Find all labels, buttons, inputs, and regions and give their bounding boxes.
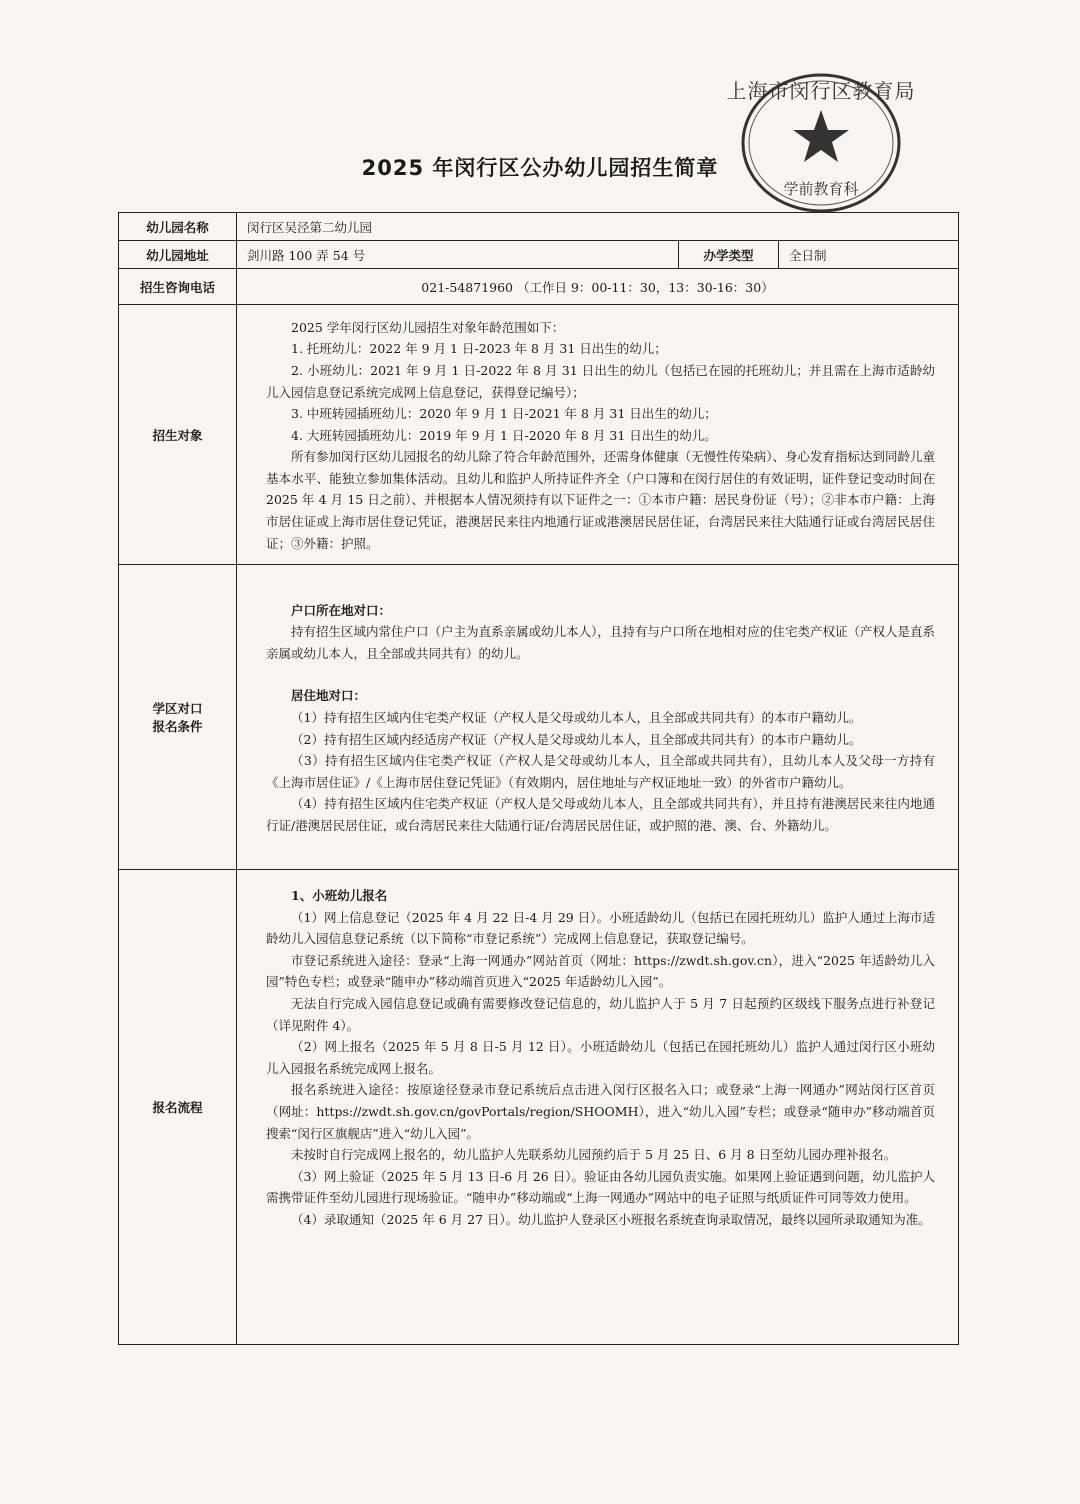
value-kindergarten-name: 闵行区吴泾第二幼儿园 [237, 213, 959, 241]
process-para: （1）网上信息登记（2025 年 4 月 22 日-4 月 29 日）。小班适龄幼儿（包括已在园托班幼儿）监护人通过上海市适龄幼儿入园信息登记系统（以下简称“市登记系统”）完成网上信息登记，获取登记编号。 [266, 909, 936, 947]
targets-para: 4. 大班转园插班幼儿：2019 年 9 月 1 日-2020 年 8 月 31 日出生的幼儿。 [291, 427, 717, 443]
district-item: （3）持有招生区域内住宅类产权证（产权人是父母或幼儿本人，且全部或共同共有），且幼儿本人及父母一方持有《上海市居住证》/《上海市居住登记凭证》（有效期内，居住地址与产权证地址一致）的外省市户籍幼儿。 [266, 753, 936, 790]
targets-para: 1. 托班幼儿：2022 年 9 月 1 日-2023 年 8 月 31 日出生的幼儿； [291, 341, 667, 357]
targets-para: 2. 小班幼儿：2021 年 9 月 1 日-2022 年 8 月 31 日出生的幼儿（包括已在园的托班幼儿；并且需在上海市适龄幼儿入园信息登记系统完成网上信息登记，获得登记编号）； [266, 362, 936, 400]
row-district-conditions [119, 565, 959, 870]
content-enrollment-targets [237, 305, 959, 565]
row-kindergarten-name [119, 213, 959, 241]
label-district-conditions [119, 565, 237, 870]
section-heading: 居住地对口： [291, 688, 367, 704]
section-heading: 1、小班幼儿报名 [291, 888, 388, 903]
process-para: （3）网上验证（2025 年 5 月 13 日-6 月 26 日）。验证由各幼儿园负责实施。如果网上验证遇到问题，幼儿监护人需携带证件至幼儿园进行现场验证。“随申办”移动端或“上海一网通办”网站中的电子证照与纸质证件可同等效力使用。 [266, 1168, 936, 1206]
process-para: 无法自行完成入园信息登记或确有需要修改登记信息的，幼儿监护人于 5 月 7 日起预约区级线下服务点进行补登记（详见附件 4）。 [266, 995, 936, 1033]
content-district-conditions [237, 565, 959, 870]
targets-para: 3. 中班转园插班幼儿：2020 年 9 月 1 日-2021 年 8 月 31 日出生的幼儿； [291, 406, 717, 422]
district-item: （4）持有招生区域内住宅类产权证（产权人是父母或幼儿本人，且全部或共同共有），并且持有港澳居民来往内地通行证/港澳居民居住证，或台湾居民来往大陆通行证/台湾居民居住证，或护照的港、澳、台、外籍幼儿。 [266, 796, 936, 833]
document-title: 2025 年闵行区公办幼儿园招生简章 [361, 156, 719, 180]
label-line-1: 学区对口 [152, 701, 203, 716]
process-para: 报名系统进入途径：按原途径登录市登记系统后点击进入闵行区报名入口；或登录“上海一网通办”网站闵行区首页（网址：https://zwdt.sh.gov.cn/govPortals/region/SHOOMH），进入“幼儿入园”专栏；或登录“随申办”移动端首页搜索“闵行区旗舰店”进入“幼儿入园”。 [266, 1082, 936, 1141]
star-icon [793, 110, 849, 162]
value-school-type: 全日制 [779, 241, 959, 269]
content-registration-process [237, 870, 959, 1345]
district-item: （1）持有招生区域内住宅类产权证（产权人是父母或幼儿本人，且全部或共同共有）的本市户籍幼儿。 [291, 709, 862, 725]
value-kindergarten-address: 剑川路 100 弄 54 号 [237, 241, 679, 269]
targets-para: 2025 学年闵行区幼儿园招生对象年龄范围如下： [291, 319, 565, 335]
district-item: （2）持有招生区域内经适房产权证（产权人是父母或幼儿本人，且全部或共同共有）的本市户籍幼儿。 [291, 731, 862, 747]
svg-text:学前教育科: 学前教育科 [783, 180, 859, 198]
row-registration-process [119, 870, 959, 1345]
targets-para: 所有参加闵行区幼儿园报名的幼儿除了符合年龄范围外，还需身体健康（无慢性传染病）、身心发育指标达到同龄儿童基本水平、能独立参加集体活动。且幼儿和监护人所持证件齐全（户口簿和在闵行居住的有效证明，证件登记变动时间在 2025 年 4 月 15 日之前）、并根据本人情况须持有以下证件之一：①本市户籍：居民身份证（号）；②非本市户籍：上海市居住证或上海市居住登记凭证，港澳居民来往内地通行证或港澳居民居住证，台湾居民来往大陆通行证或台湾居民居住证；③外籍：护照。 [266, 449, 936, 551]
label-enrollment-targets: 招生对象 [119, 305, 237, 565]
process-para: （2）网上报名（2025 年 5 月 8 日-5 月 12 日）。小班适龄幼儿（包括已在园托班幼儿）监护人通过闵行区小班幼儿入园报名系统完成网上报名。 [266, 1039, 936, 1076]
label-registration-process: 报名流程 [119, 870, 237, 1345]
value-consult-phone: 021-54871960 （工作日 9：00-11：30，13：30-16：30） [237, 269, 959, 305]
district-para: 持有招生区域内常住户口（户主为直系亲属或幼儿本人），且持有与户口所在地相对应的住宅类产权证（产权人是直系亲属或幼儿本人，且全部或共同共有）的幼儿。 [266, 624, 936, 661]
row-kindergarten-address [119, 241, 959, 269]
label-school-type: 办学类型 [679, 241, 779, 269]
row-enrollment-targets [119, 305, 959, 565]
label-line-2: 报名条件 [152, 719, 203, 734]
official-seal-stamp [726, 68, 916, 218]
process-para: 未按时自行完成网上报名的，幼儿监护人先联系幼儿园预约后于 5 月 25 日、6 月 8 日至幼儿园办理补报名。 [291, 1147, 897, 1163]
process-para: （4）录取通知（2025 年 6 月 27 日）。幼儿监护人登录区小班报名系统查询录取情况，最终以园所录取通知为准。 [291, 1211, 931, 1227]
label-consult-phone: 招生咨询电话 [119, 269, 237, 305]
label-kindergarten-name: 幼儿园名称 [119, 213, 237, 241]
process-para: 市登记系统进入途径：登录“上海一网通办”网站首页（网址：https://zwdt.sh.gov.cn），进入“2025 年适龄幼儿入园”特色专栏；或登录“随申办”移动端首页进入“2025 年适龄幼儿入园”。 [266, 952, 936, 990]
section-heading: 户口所在地对口： [291, 602, 392, 618]
svg-text:上海市闵行区教育局: 上海市闵行区教育局 [726, 79, 916, 103]
enrollment-table [118, 212, 959, 1345]
label-kindergarten-address: 幼儿园地址 [119, 241, 237, 269]
row-consult-phone [119, 269, 959, 305]
